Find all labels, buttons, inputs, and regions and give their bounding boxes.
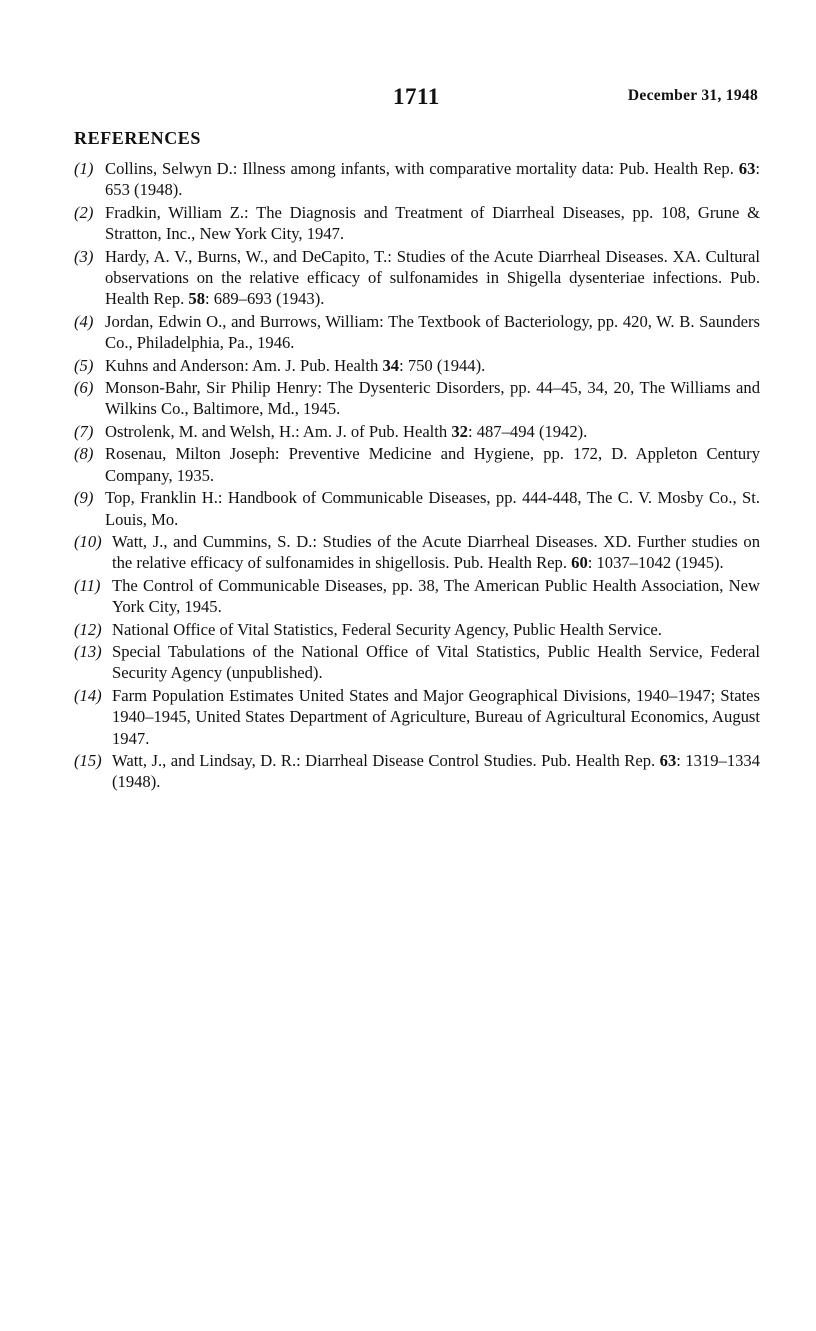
reference-volume: 32 [451,421,468,441]
reference-item [74,158,760,201]
reference-item [74,246,760,310]
reference-number: (13) [74,641,102,661]
reference-volume: 60 [571,553,588,573]
reference-volume: 34 [382,355,400,375]
reference-text: Rosenau, Milton Joseph: Preventive Medicine and Hygiene, pp. 172, D. Appleton Century Company, 1935. [105,444,760,485]
reference-item [74,355,760,376]
reference-item [74,685,760,749]
reference-number: (1) [74,159,94,178]
reference-text: Special Tabulations of the National Office of Vital Statistics, Public Health Service, Federal Security Agency (unpublished). [112,641,760,683]
reference-item [74,443,760,486]
reference-number: (6) [74,378,94,398]
reference-number: (10) [74,531,102,551]
reference-item [74,487,760,530]
reference-number: (5) [74,355,94,375]
reference-number: (7) [74,421,94,441]
reference-item [74,377,760,420]
reference-volume: 63 [738,159,756,178]
reference-item [74,575,760,618]
reference-text: Fradkin, William Z.: The Diagnosis and Treatment of Diarrheal Diseases, pp. 108, Grune & Stratton, Inc., New York City, 1947. [105,202,760,244]
page-number: 1711 [393,84,440,109]
reference-item [74,619,760,640]
reference-text: National Office of Vital Statistics, Federal Security Agency, Public Health Service. [112,619,662,639]
reference-number: (14) [74,685,102,705]
reference-text: Farm Population Estimates United States and Major Geographical Divisions, 1940–1947; States 1940–1945, United States Department of Agriculture, Bureau of Agricultural Economics, August 1947. [112,685,760,748]
references-heading: REFERENCES [74,128,202,148]
reference-text: Watt, J., and Cummins, S. D.: Studies of the Acute Diarrheal Diseases. XD. Further studies on the relative efficacy of sulfonamides in shigellosis. Pub. Health Rep. 60: 1037–1042 (1945). [112,531,760,573]
reference-volume: 63 [659,750,677,770]
reference-item [74,750,760,793]
reference-number: (9) [74,488,94,508]
reference-text: Hardy, A. V., Burns, W., and DeCapito, T.: Studies of the Acute Diarrheal Diseases. XA. Cultural observations on the relative efficacy of sulfonamides in Shigella dysenteriae infections. Pub. Health Rep. 58: 689–693 (1943). [105,246,760,309]
reference-number: (12) [74,619,102,639]
reference-number: (8) [74,444,94,464]
reference-number: (2) [74,202,94,222]
reference-text: Top, Franklin H.: Handbook of Communicable Diseases, pp. 444-448, The C. V. Mosby Co., St. Louis, Mo. [105,488,760,529]
reference-text: Collins, Selwyn D.: Illness among infants, with comparative mortality data: Pub. Health Rep. 63: 653 (1948). [105,159,760,200]
reference-number: (4) [74,311,94,331]
reference-number: (11) [74,575,101,595]
reference-number: (3) [74,246,94,266]
reference-text: Kuhns and Anderson: Am. J. Pub. Health 34: 750 (1944). [105,355,486,375]
reference-list [74,158,760,794]
reference-text: Jordan, Edwin O., and Burrows, William: The Textbook of Bacteriology, pp. 420, W. B. Saunders Co., Philadelphia, Pa., 1946. [105,311,760,353]
reference-text: The Control of Communicable Diseases, pp. 38, The American Public Health Association, New York City, 1945. [112,575,760,617]
reference-text: Watt, J., and Lindsay, D. R.: Diarrheal Disease Control Studies. Pub. Health Rep. 63: 1319–1334 (1948). [112,750,761,792]
reference-text: Monson-Bahr, Sir Philip Henry: The Dysenteric Disorders, pp. 44–45, 34, 20, The Williams and Wilkins Co., Baltimore, Md., 1945. [105,378,760,419]
reference-item [74,421,760,442]
reference-item [74,641,760,684]
reference-item [74,311,760,354]
reference-volume: 58 [188,289,206,309]
issue-date: December 31, 1948 [627,87,758,104]
reference-item [74,202,760,245]
reference-number: (15) [74,750,102,770]
reference-item [74,531,760,574]
reference-text: Ostrolenk, M. and Welsh, H.: Am. J. of Pub. Health 32: 487–494 (1942). [105,421,588,441]
